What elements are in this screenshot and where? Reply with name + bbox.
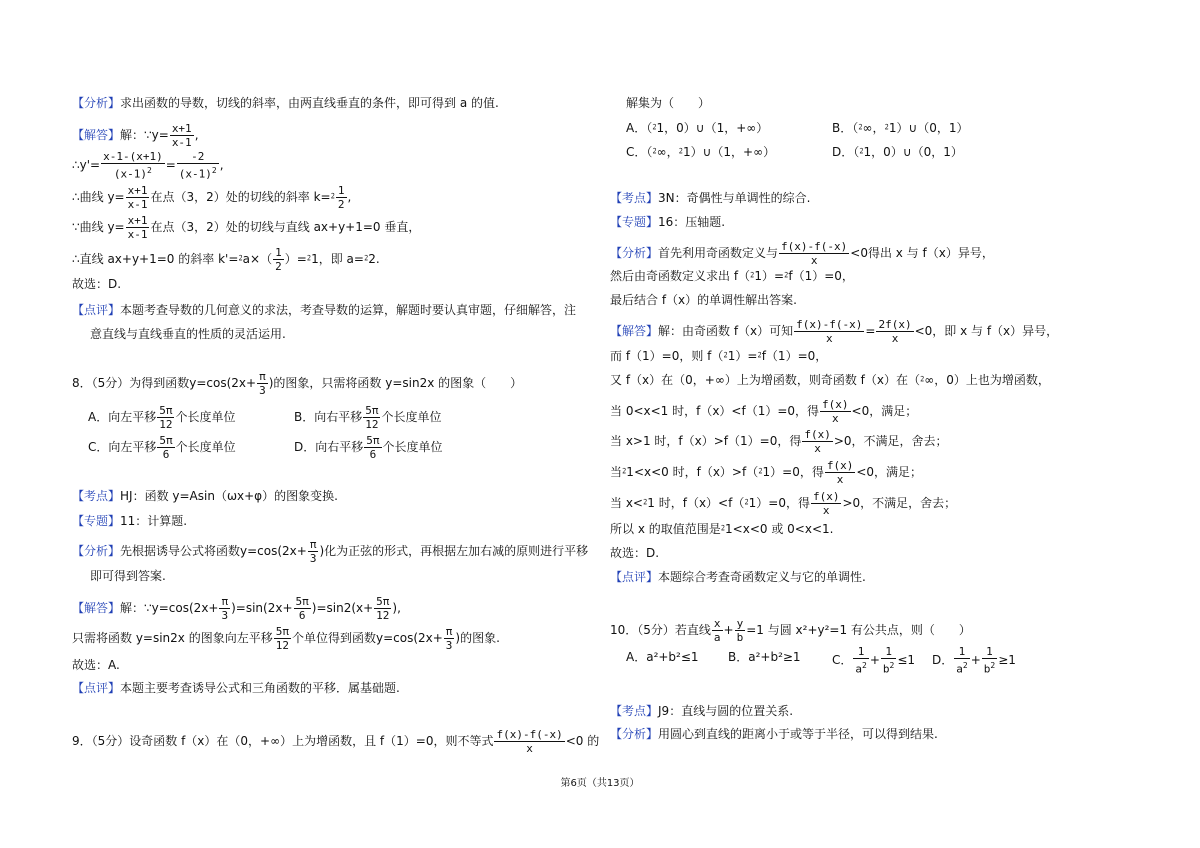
fraction: $\frac{\pi}{3}$	[259, 370, 266, 397]
comment-7-cont: 意直线与直线垂直的性质的灵活运用.	[90, 327, 286, 341]
option-9a: A．（⁲1，0）∪（1，+∞）	[626, 121, 769, 135]
comment-7: 【点评】本题考查导数的几何意义的求法，考查导数的运算，解题时要认真审题，仔细解答，注	[72, 303, 577, 317]
fraction: $\frac{1}{a^2}$	[855, 645, 867, 676]
solution-9-line1: 【解答】解：由奇函数 f（x）可知 $\frac{f(x)-f(-x)}{x}$ = $\frac{2f(x)}{x}$ <0，即 x 与 f（x）异号，	[610, 318, 1059, 345]
comment-9: 【点评】本题综合考查奇函数定义与它的单调性.	[610, 570, 866, 584]
comment-8: 【点评】本题主要考查诱导公式和三角函数的平移．属基础题.	[72, 681, 400, 695]
option-10a: A．a²+b²≤1	[626, 650, 699, 664]
fraction: $\frac{\pi}{3}$	[221, 595, 229, 622]
fraction: $\frac{5\pi}{12}$	[376, 595, 390, 622]
option-8b: B．向右平移 $\frac{5\pi}{12}$ 个长度单位	[294, 404, 442, 431]
fraction: $\frac{5\pi}{12}$	[365, 404, 379, 431]
option-10d: D． $\frac{1}{a^2}$ + $\frac{1}{b^2}$ ≥1	[932, 645, 1016, 676]
fraction: $\frac{f(x)}{x}$	[826, 459, 854, 486]
fraction: $\frac{1}{b^2}$	[983, 645, 996, 676]
solution-7-line3: ∴曲线 y= $\frac{x+1}{x-1}$ 在点（3，2）处的切线的斜率 k=⁲ $\frac{1}{2}$ ,	[72, 184, 352, 211]
keypoint-10: 【考点】J9：直线与圆的位置关系.	[610, 704, 794, 718]
topic-9: 【专题】16：压轴题.	[610, 215, 726, 229]
right-column	[600, 0, 1200, 848]
fraction: $\frac{y}{b}$	[736, 617, 744, 644]
analysis-9-line3: 最后结合 f（x）的单调性解出答案.	[610, 293, 797, 307]
solution-8-line2: 只需将函数 y=sin2x 的图象向左平移 $\frac{5\pi}{12}$ 个单位得到函数y=cos(2x+ $\frac{\pi}{3}$ )的图象.	[72, 625, 500, 652]
solution-7-line1: 【解答】解：∵y= $\frac{x+1}{x-1}$ ,	[72, 122, 199, 149]
fraction: $\frac{2f(x)}{x}$	[878, 318, 912, 345]
option-10c: C． $\frac{1}{a^2}$ + $\frac{1}{b^2}$ ≤1	[832, 645, 916, 676]
fraction: $\frac{5\pi}{12}$	[159, 404, 173, 431]
fraction: $\frac{1}{a^2}$	[956, 645, 968, 676]
topic-8: 【专题】11：计算题.	[72, 514, 188, 528]
fraction: $\frac{\pi}{3}$	[309, 538, 317, 565]
analysis-9: 【分析】首先利用奇函数定义与 $\frac{f(x)-f(-x)}{x}$ <0得出 x 与 f（x）异号，	[610, 240, 994, 267]
fraction: $\frac{f(x)}{x}$	[812, 490, 840, 517]
fraction: $\frac{5\pi}{12}$	[275, 625, 289, 652]
analysis-9-line2: 然后由奇函数定义求出 f（⁲1）=⁲f（1）=0，	[610, 269, 854, 283]
choice-7: 故选：D.	[72, 277, 122, 291]
fraction: $\frac{5\pi}{6}$	[366, 434, 380, 461]
option-8c: C．向左平移 $\frac{5\pi}{6}$ 个长度单位	[88, 434, 236, 461]
question-9: 9．（5分）设奇函数 f（x）在（0，+∞）上为增函数，且 f（1）=0，则不等式 $\frac{f(x)-f(-x)}{x}$ <0 的	[72, 728, 600, 755]
fraction: $\frac{1}{b^2}$	[882, 645, 895, 676]
option-10b: B．a²+b²≥1	[728, 650, 801, 664]
fraction: $\frac{f(x)}{x}$	[804, 428, 831, 455]
solution-7-line5: ∴直线 ax+y+1=0 的斜率 k'=⁲a×（ $\frac{1}{2}$ ）=⁲1，即 a=⁲2.	[72, 246, 380, 273]
fraction: $\frac{x}{a}$	[713, 617, 721, 644]
solution-9-line5: 当 x>1 时，f（x）>f（1）=0，得 $\frac{f(x)}{x}$ >0，不满足，舍去；	[610, 428, 948, 455]
solution-9-line8: 所以 x 的取值范围是⁲1<x<0 或 0<x<1.	[610, 522, 834, 536]
question-10: 10．（5分）若直线 $\frac{x}{a}$ + $\frac{y}{b}$ =1 与圆 x²+y²=1 有公共点，则（ ）	[610, 617, 971, 644]
question-8: 8．（5分）为得到函数y=cos(2x+ $\frac{\pi}{3}$ )的图象，只需将函数 y=sin2x 的图象（ ）	[72, 370, 523, 397]
fraction: $\frac{x+1}{x-1}$	[171, 122, 192, 149]
fraction: $\frac{5\pi}{6}$	[295, 595, 309, 622]
page-footer: 第6页（共13页）	[560, 778, 640, 789]
question-9-cont: 解集为（ ）	[626, 96, 711, 110]
fraction: $\frac{5\pi}{6}$	[159, 434, 173, 461]
analysis-7: 【分析】求出函数的导数，切线的斜率，由两直线垂直的条件，即可得到 a 的值.	[72, 96, 499, 110]
fraction: $\frac{-2}{(x-1)^2}$	[178, 150, 217, 181]
solution-7-line4: ∵曲线 y= $\frac{x+1}{x-1}$ 在点（3，2）处的切线与直线 ax+y+1=0 垂直，	[72, 214, 421, 241]
option-9b: B．（⁲∞，⁲1）∪（0，1）	[832, 121, 969, 135]
solution-9-line2: 而 f（1）=0，则 f（⁲1）=⁲f（1）=0，	[610, 349, 828, 363]
choice-8: 故选：A.	[72, 658, 120, 672]
solution-9-line7: 当 x<⁲1 时，f（x）<f（⁲1）=0，得 $\frac{f(x)}{x}$ >0，不满足，舍去；	[610, 490, 957, 517]
solution-7-line2: ∴y'= $\frac{x-1-(x+1)}{(x-1)^2}$ = $\frac{-2}{(x-1)^2}$ ,	[72, 150, 224, 181]
fraction: $\frac{f(x)-f(-x)}{x}$	[781, 240, 848, 267]
fraction: $\frac{f(x)}{x}$	[822, 398, 849, 425]
analysis-8: 【分析】先根据诱导公式将函数y=cos(2x+ $\frac{\pi}{3}$ )化为正弦的形式，再根据左加右减的原则进行平移	[72, 538, 589, 565]
fraction: $\frac{x+1}{x-1}$	[127, 184, 148, 211]
solution-9-line3: 又 f（x）在（0，+∞）上为增函数，则奇函数 f（x）在（⁲∞，0）上也为增函数，	[610, 373, 1050, 387]
option-8d: D．向右平移 $\frac{5\pi}{6}$ 个长度单位	[294, 434, 443, 461]
solution-9-line6: 当⁲1<x<0 时，f（x）>f（⁲1）=0，得 $\frac{f(x)}{x}$ <0，满足；	[610, 459, 923, 486]
option-9d: D．（⁲1，0）∪（0，1）	[832, 145, 963, 159]
choice-9: 故选：D.	[610, 546, 660, 560]
solution-8-line1: 【解答】解：∵y=cos(2x+ $\frac{\pi}{3}$ )=sin(2x+ $\frac{5\pi}{6}$ )=sin2(x+ $\frac{5\pi}{12}$ ),	[72, 595, 401, 622]
fraction: $\frac{\pi}{3}$	[445, 625, 453, 652]
fraction: $\frac{1}{2}$	[337, 184, 345, 211]
fraction: $\frac{x-1-(x+1)}{(x-1)^2}$	[103, 150, 163, 181]
fraction: $\frac{x+1}{x-1}$	[127, 214, 148, 241]
keypoint-8: 【考点】HJ：函数 y=Asin（ωx+φ）的图象变换.	[72, 489, 338, 503]
option-9c: C．（⁲∞，⁲1）∪（1，+∞）	[626, 145, 776, 159]
option-8a: A．向左平移 $\frac{5\pi}{12}$ 个长度单位	[88, 404, 236, 431]
keypoint-9: 【考点】3N：奇偶性与单调性的综合.	[610, 191, 811, 205]
fraction: $\frac{1}{2}$	[275, 246, 282, 273]
solution-9-line4: 当 0<x<1 时，f（x）<f（1）=0，得 $\frac{f(x)}{x}$ <0，满足；	[610, 398, 918, 425]
fraction: $\frac{f(x)-f(-x)}{x}$	[796, 318, 863, 345]
analysis-8-cont: 即可得到答案.	[90, 569, 166, 583]
fraction: $\frac{f(x)-f(-x)}{x}$	[496, 728, 563, 755]
analysis-10: 【分析】用圆心到直线的距离小于或等于半径，可以得到结果.	[610, 727, 938, 741]
